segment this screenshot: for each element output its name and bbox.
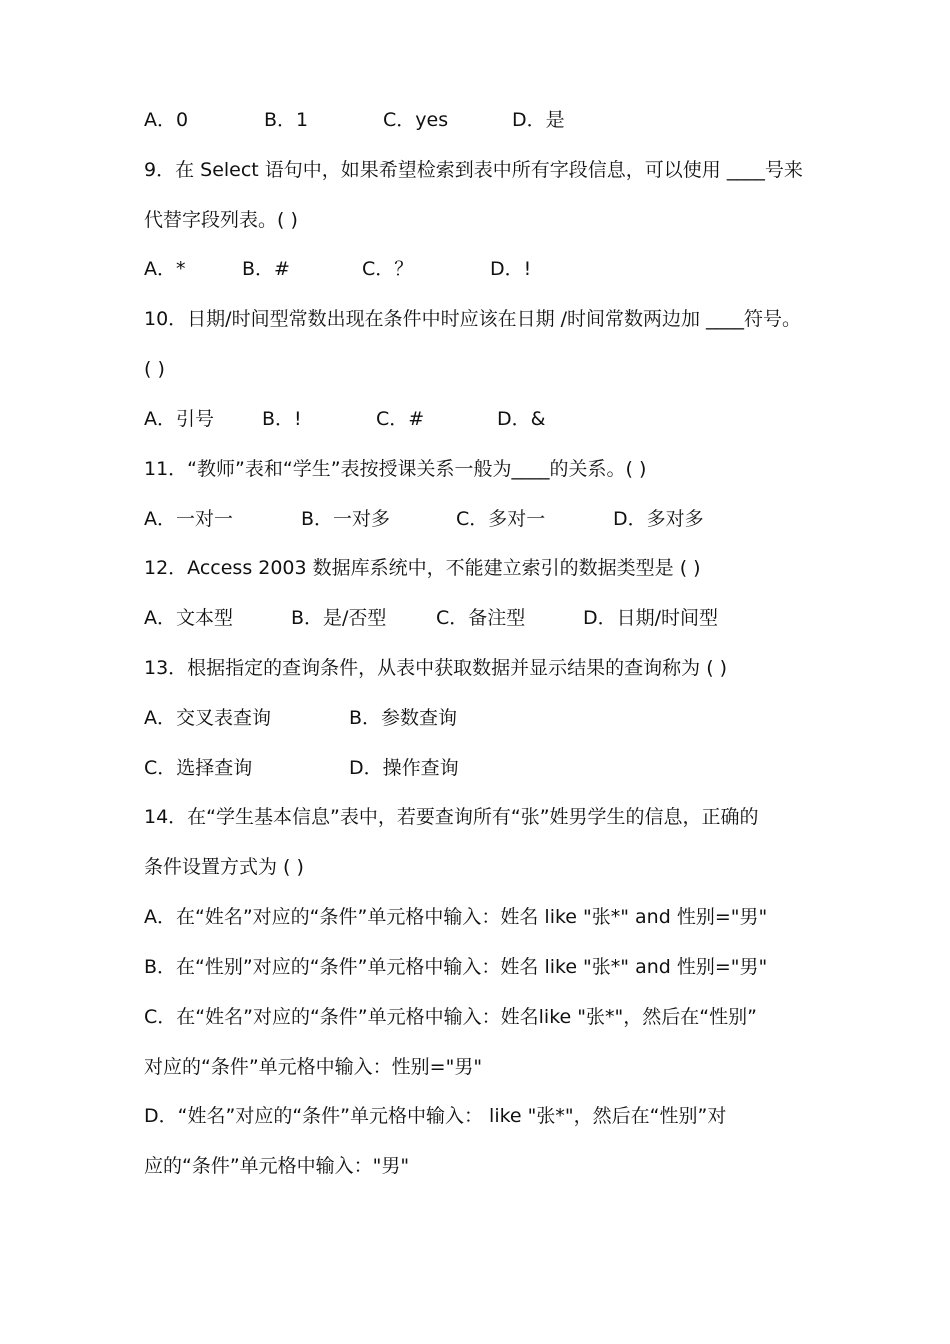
- q12-option-a: A．文本型: [144, 607, 233, 629]
- q13-options-row-1: [144, 703, 834, 733]
- q9-option-c: C．？: [362, 258, 414, 280]
- q11-option-a: A．一对一: [144, 508, 233, 530]
- q14-option-d-line2: 应的“条件”单元格中输入："男": [144, 1155, 410, 1177]
- q14-question-line2: 条件设置方式为 ( ): [144, 856, 304, 878]
- q12-question-line1: 12．Access 2003 数据库系统中，不能建立索引的数据类型是 ( ): [144, 557, 701, 579]
- q9-options-row: [144, 254, 834, 284]
- q12-option-b: B．是/否型: [291, 607, 387, 629]
- q14-option-c-line1: C．在“姓名”对应的“条件”单元格中输入：姓名like "张*"，然后在“性别”: [144, 1006, 757, 1028]
- q8-option-a: A．0: [144, 109, 189, 131]
- q11-options-row: [144, 504, 834, 534]
- q10-question-line1: 10．日期/时间型常数出现在条件中时应该在日期 /时间常数两边加 ____符号。: [144, 308, 802, 330]
- q12-option-d: D．日期/时间型: [583, 607, 719, 629]
- q10-options-row: [144, 404, 834, 434]
- q11-option-b: B．一对多: [301, 508, 391, 530]
- q13-option-d: D．操作查询: [349, 757, 459, 779]
- q9-option-a: A．*: [144, 258, 186, 280]
- q8-option-d: D．是: [512, 109, 565, 131]
- q13-option-b: B．参数查询: [349, 707, 458, 729]
- q9-question-line2: 代替字段列表。( ): [144, 209, 298, 231]
- q14-option-c-line2: 对应的“条件”单元格中输入：性别="男": [144, 1056, 483, 1078]
- q8-option-b: B．1: [264, 109, 309, 131]
- q10-question-line2: ( ): [144, 358, 165, 380]
- q14-option-d-line1: D．“姓名”对应的“条件”单元格中输入： like "张*"，然后在“性别”对: [144, 1105, 727, 1127]
- q9-question-line1: 9．在 Select 语句中，如果希望检索到表中所有字段信息，可以使用 ____号来: [144, 159, 803, 181]
- q11-option-c: C．多对一: [456, 508, 546, 530]
- q10-option-d: D．&: [497, 408, 546, 430]
- q10-option-b: B．!: [262, 408, 302, 430]
- q13-options-row-2: [144, 753, 834, 783]
- q12-option-c: C．备注型: [436, 607, 526, 629]
- q10-option-a: A．引号: [144, 408, 214, 430]
- q9-option-d: D．!: [490, 258, 532, 280]
- q14-option-a: A．在“姓名”对应的“条件”单元格中输入：姓名 like "张*" and 性别="男": [144, 906, 768, 928]
- q10-option-c: C．#: [376, 408, 425, 430]
- q14-question-line1: 14．在“学生基本信息”表中，若要查询所有“张”姓男学生的信息，正确的: [144, 806, 759, 828]
- q8-option-c: C．yes: [383, 109, 449, 131]
- q9-option-b: B．#: [242, 258, 290, 280]
- q13-option-c: C．选择查询: [144, 757, 253, 779]
- q8-options-row: [144, 105, 834, 135]
- q13-option-a: A．交叉表查询: [144, 707, 271, 729]
- q14-option-b: B．在“性别”对应的“条件”单元格中输入：姓名 like "张*" and 性别="男": [144, 956, 768, 978]
- q13-question-line1: 13．根据指定的查询条件，从表中获取数据并显示结果的查询称为 ( ): [144, 657, 728, 679]
- q11-question-line1: 11．“教师”表和“学生”表按授课关系一般为____的关系。( ): [144, 458, 647, 480]
- q12-options-row: [144, 603, 834, 633]
- q11-option-d: D．多对多: [613, 508, 704, 530]
